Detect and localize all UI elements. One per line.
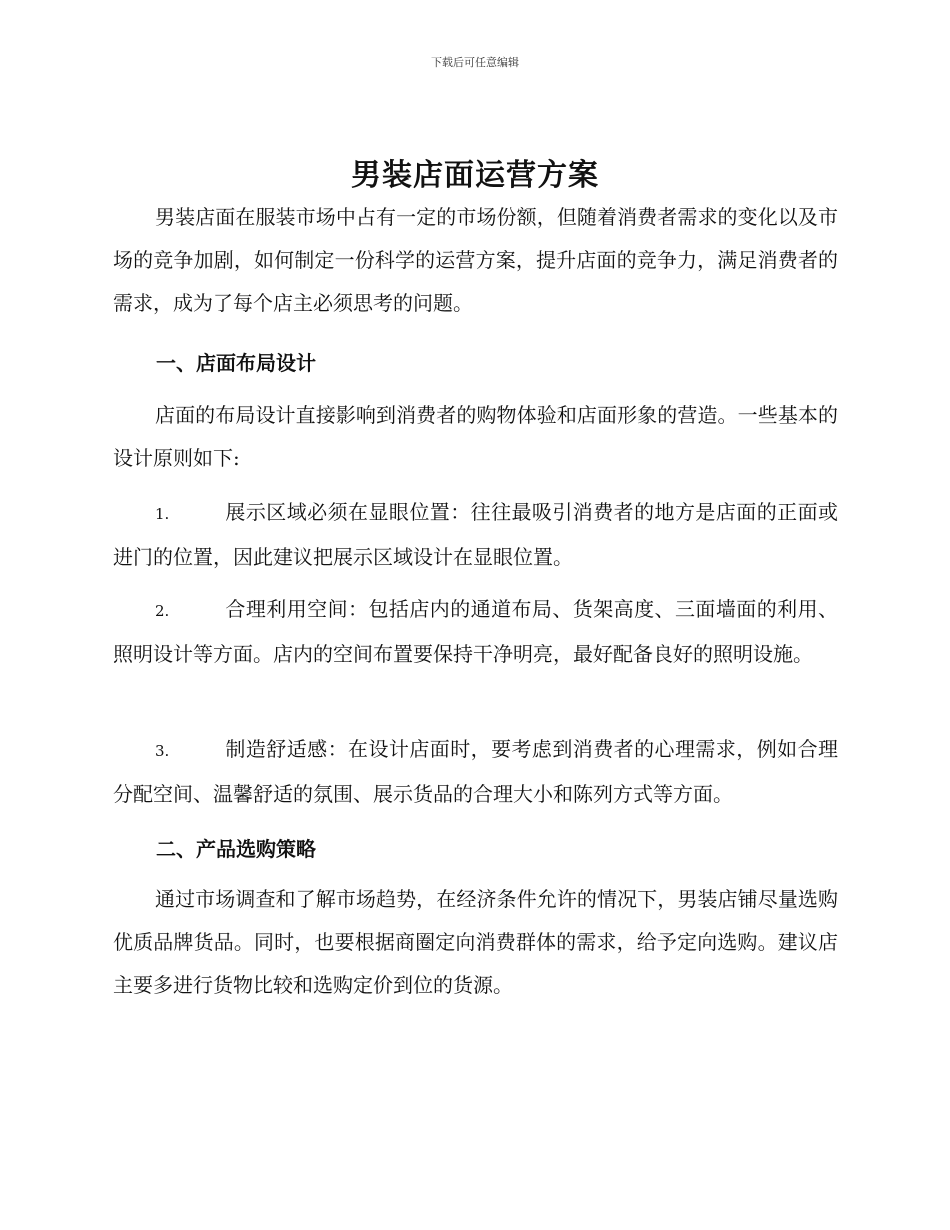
- list-item-number: 3.: [155, 742, 170, 760]
- list-item-text: 制造舒适感：在设计店面时，要考虑到消费者的心理需求，例如合理分配空间、温馨舒适的氛围、展示货品的合理大小和陈列方式等方面。: [113, 737, 838, 806]
- list-item-text: 展示区域必须在显眼位置：往往最吸引消费者的地方是店面的正面或进门的位置，因此建议把展示区域设计在显眼位置。: [113, 500, 838, 569]
- document-title: 男装店面运营方案: [351, 158, 599, 193]
- purchasing-paragraph: 通过市场调查和了解市场趋势，在经济条件允许的情况下，男装店铺尽量选购优质品牌货品。同时，也要根据商圈定向消费群体的需求，给予定向选购。建议店主要多进行货物比较和选购定价到位的货源。: [113, 887, 838, 997]
- list-item-number: 2.: [155, 602, 170, 620]
- intro-paragraph: 男装店面在服装市场中占有一定的市场份额，但随着消费者需求的变化以及市场的竞争加剧，如何制定一份科学的运营方案，提升店面的竞争力，满足消费者的需求，成为了每个店主必须思考的问题。: [113, 205, 838, 315]
- list-item: [113, 588, 838, 676]
- list-item: [113, 491, 838, 579]
- section-heading-purchasing: 二、产品选购策略: [156, 837, 316, 861]
- list-item: [113, 728, 838, 816]
- layout-paragraph: 店面的布局设计直接影响到消费者的购物体验和店面形象的营造。一些基本的设计原则如下:: [113, 403, 838, 470]
- list-item-text: 合理利用空间：包括店内的通道布局、货架高度、三面墙面的利用、照明设计等方面。店内的空间布置要保持干净明亮，最好配备良好的照明设施。: [113, 597, 838, 666]
- list-item-number: 1.: [155, 505, 170, 523]
- page-header-note: 下载后可任意编辑: [431, 56, 519, 69]
- section-heading-layout: 一、店面布局设计: [156, 351, 316, 375]
